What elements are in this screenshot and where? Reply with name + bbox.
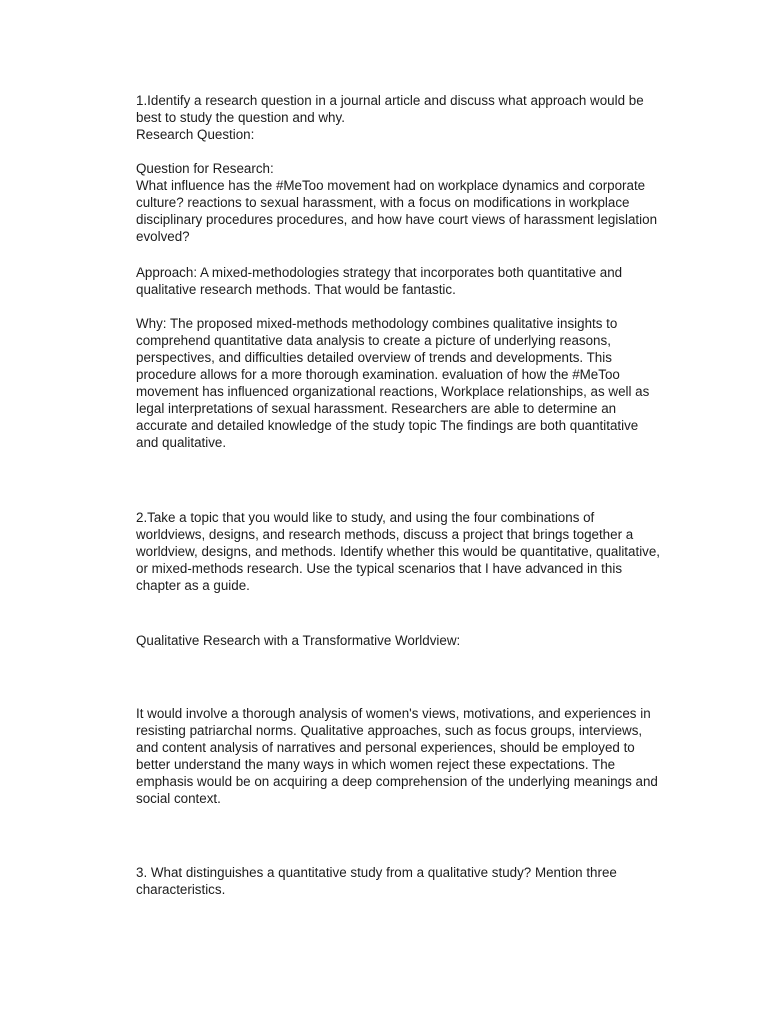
- text-line: procedure allows for a more thorough examination. evaluation of how the #MeToo: [136, 367, 620, 382]
- research-question-paragraph: [136, 160, 688, 245]
- text-line: legal interpretations of sexual harassment. Researchers are able to determine an: [136, 401, 617, 416]
- question-1-prompt: [136, 92, 688, 143]
- text-line: and content analysis of narratives and personal experiences, should be employed to: [136, 740, 635, 755]
- text-line: qualitative research methods. That would be fantastic.: [136, 282, 456, 297]
- text-line: social context.: [136, 791, 221, 806]
- text-line: culture? reactions to sexual harassment, with a focus on modifications in workplace: [136, 195, 630, 210]
- text-line: accurate and detailed knowledge of the study topic The findings are both quantitative: [136, 418, 639, 433]
- text-line: resisting patriarchal norms. Qualitative approaches, such as focus groups, interviews,: [136, 723, 643, 738]
- text-line: Qualitative Research with a Transformative Worldview:: [136, 633, 461, 648]
- why-paragraph: [136, 315, 688, 451]
- text-line: 1.Identify a research question in a journal article and discuss what approach would be: [136, 93, 644, 108]
- text-line: Question for Research:: [136, 161, 274, 176]
- text-line: emphasis would be on acquiring a deep comprehension of the underlying meanings and: [136, 774, 658, 789]
- text-line: chapter as a guide.: [136, 578, 250, 593]
- text-line: evolved?: [136, 229, 190, 244]
- question-2-prompt: [136, 509, 688, 594]
- text-line: best to study the question and why.: [136, 110, 345, 125]
- approach-paragraph: [136, 264, 688, 298]
- text-line: perspectives, and difficulties detailed overview of trends and developments. This: [136, 350, 612, 365]
- text-line: Research Question:: [136, 127, 255, 142]
- text-line: worldviews, designs, and research methods, discuss a project that brings together a: [136, 527, 634, 542]
- text-line: disciplinary procedures procedures, and how have court views of harassment legislation: [136, 212, 658, 227]
- text-line: Why: The proposed mixed-methods methodology combines qualitative insights to: [136, 316, 618, 331]
- text-line: characteristics.: [136, 882, 226, 897]
- text-line: comprehend quantitative data analysis to create a picture of underlying reasons,: [136, 333, 611, 348]
- text-line: movement has influenced organizational reactions, Workplace relationships, as well as: [136, 384, 650, 399]
- text-line: 3. What distinguishes a quantitative study from a qualitative study? Mention three: [136, 865, 617, 880]
- text-line: or mixed-methods research. Use the typical scenarios that I have advanced in this: [136, 561, 623, 576]
- text-line: better understand the many ways in which women reject these expectations. The: [136, 757, 616, 772]
- question-2-heading: [136, 632, 688, 649]
- text-line: worldview, designs, and methods. Identify whether this would be quantitative, qualitative,: [136, 544, 661, 559]
- question-3-prompt: [136, 864, 688, 898]
- text-line: Approach: A mixed-methodologies strategy that incorporates both quantitative and: [136, 265, 623, 280]
- question-2-answer: [136, 705, 688, 807]
- text-line: It would involve a thorough analysis of women's views, motivations, and experiences in: [136, 706, 651, 721]
- text-line: 2.Take a topic that you would like to study, and using the four combinations of: [136, 510, 595, 525]
- text-line: and qualitative.: [136, 435, 227, 450]
- text-line: What influence has the #MeToo movement had on workplace dynamics and corporate: [136, 178, 646, 193]
